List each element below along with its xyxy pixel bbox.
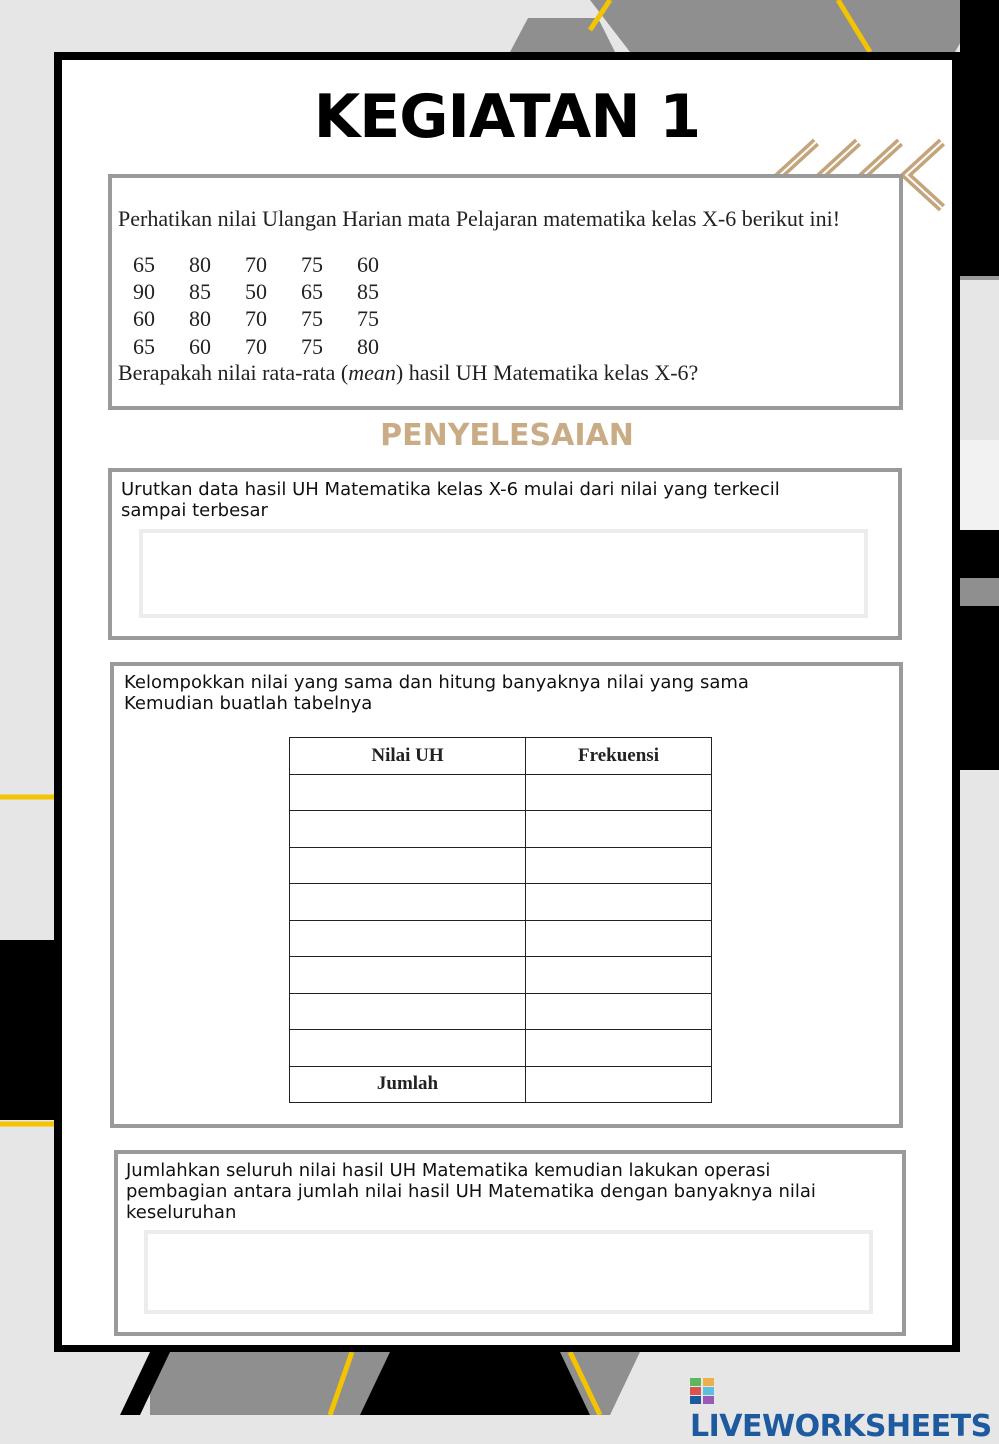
- question-ask-prefix: Berapakah nilai rata-rata (: [118, 360, 349, 385]
- step2-instruction: [124, 672, 749, 714]
- data-value: 50: [245, 279, 267, 304]
- data-value: 80: [357, 334, 379, 359]
- data-row: [133, 252, 413, 278]
- data-value: 75: [357, 306, 379, 331]
- liveworksheets-badge-icon: [690, 1378, 714, 1404]
- table-row: [290, 847, 712, 884]
- step3-instruction: [126, 1160, 816, 1223]
- data-value: 65: [301, 279, 323, 304]
- step1-line: Urutkan data hasil UH Matematika kelas X-6 mulai dari nilai yang terkecil: [121, 479, 780, 500]
- table-header-row: [290, 738, 712, 775]
- question-ask-suffix: ) hasil UH Matematika kelas X-6?: [395, 360, 699, 385]
- frekuensi-cell[interactable]: [526, 993, 712, 1030]
- data-value: 80: [189, 306, 211, 331]
- data-value: 90: [133, 279, 155, 304]
- data-value: 60: [357, 252, 379, 277]
- nilai-cell[interactable]: [290, 993, 526, 1030]
- data-value: 75: [301, 306, 323, 331]
- nilai-cell[interactable]: [290, 811, 526, 848]
- data-value: 70: [245, 306, 267, 331]
- total-label: Jumlah: [290, 1066, 526, 1103]
- step3-line: pembagian antara jumlah nilai hasil UH Matematika dengan banyaknya nilai: [126, 1181, 816, 1202]
- nilai-cell[interactable]: [290, 884, 526, 921]
- frekuensi-cell[interactable]: [526, 847, 712, 884]
- data-value: 70: [245, 334, 267, 359]
- frequency-table: [289, 737, 712, 1103]
- step2-line: Kelompokkan nilai yang sama dan hitung banyaknya nilai yang sama: [124, 672, 749, 693]
- step2-line: Kemudian buatlah tabelnya: [124, 693, 373, 714]
- frekuensi-cell[interactable]: [526, 774, 712, 811]
- data-value: 65: [133, 334, 155, 359]
- step1-line: sampai terbesar: [121, 500, 268, 521]
- question-intro: Perhatikan nilai Ulangan Harian mata Pelajaran matematika kelas X-6 berikut ini!: [118, 206, 841, 231]
- data-value: 80: [189, 252, 211, 277]
- data-value: 85: [357, 279, 379, 304]
- nilai-cell[interactable]: [290, 847, 526, 884]
- table-row: [290, 884, 712, 921]
- step1-instruction: [121, 479, 780, 521]
- frekuensi-cell[interactable]: [526, 957, 712, 994]
- table-row: [290, 774, 712, 811]
- step3-line: keseluruhan: [126, 1202, 237, 1223]
- nilai-cell[interactable]: [290, 957, 526, 994]
- col-header-nilai: Nilai UH: [290, 738, 526, 775]
- table-row: [290, 1030, 712, 1067]
- table-row: [290, 993, 712, 1030]
- question-ask-emphasis: mean: [348, 360, 396, 385]
- frekuensi-cell[interactable]: [526, 920, 712, 957]
- brand-name: LIVEWORKSHEETS: [690, 1409, 992, 1444]
- step3-line: Jumlahkan seluruh nilai hasil UH Matematika kemudian lakukan operasi: [126, 1160, 771, 1181]
- data-row: [133, 279, 413, 305]
- question-ask: [118, 360, 698, 386]
- table-total-row: [290, 1066, 712, 1103]
- sort-answer-field[interactable]: [139, 529, 868, 618]
- mean-answer-field[interactable]: [144, 1230, 873, 1314]
- nilai-cell[interactable]: [290, 774, 526, 811]
- data-value: 65: [133, 252, 155, 277]
- nilai-cell[interactable]: [290, 1030, 526, 1067]
- page-title: KEGIATAN 1: [313, 82, 701, 152]
- data-value: 70: [245, 252, 267, 277]
- data-value: 85: [189, 279, 211, 304]
- nilai-cell[interactable]: [290, 920, 526, 957]
- frekuensi-cell[interactable]: [526, 884, 712, 921]
- data-row: [133, 306, 413, 332]
- col-header-frekuensi: Frekuensi: [526, 738, 712, 775]
- frekuensi-cell[interactable]: [526, 811, 712, 848]
- data-value: 60: [189, 334, 211, 359]
- table-row: [290, 920, 712, 957]
- data-value: 75: [301, 252, 323, 277]
- liveworksheets-logo[interactable]: [690, 1374, 999, 1444]
- data-row: [133, 334, 413, 360]
- frekuensi-cell[interactable]: [526, 1030, 712, 1067]
- table-row: [290, 957, 712, 994]
- table-row: [290, 811, 712, 848]
- data-value: 60: [133, 306, 155, 331]
- total-frekuensi-cell[interactable]: [526, 1066, 712, 1103]
- data-value: 75: [301, 334, 323, 359]
- solution-heading: PENYELESAIAN: [380, 418, 634, 453]
